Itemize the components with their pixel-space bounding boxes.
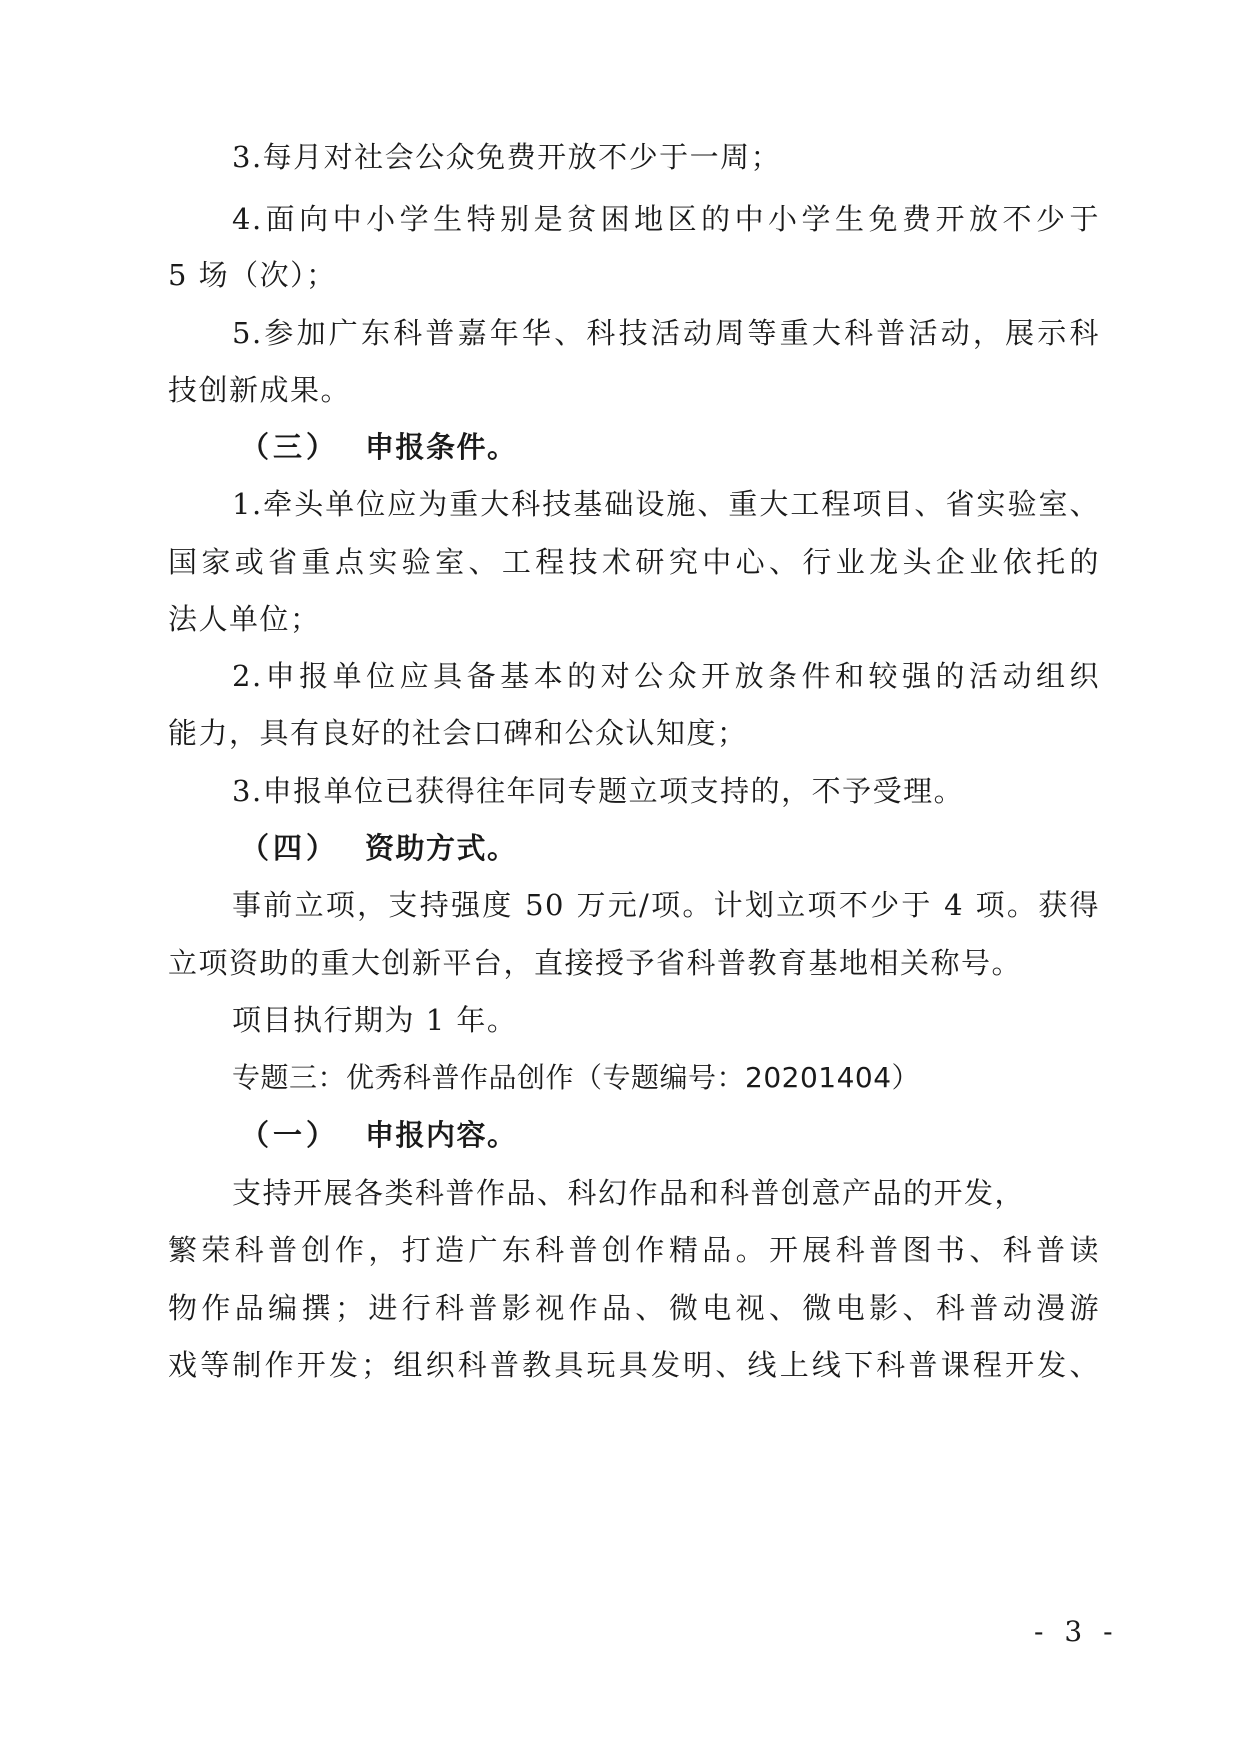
paragraph-line: 3.申报单位已获得往年同专题立项支持的，不予受理。 [232, 774, 965, 808]
paragraph-line: 技创新成果。 [168, 373, 352, 407]
paragraph-line: 事前立项，支持强度 50 万元/项。计划立项不少于 4 项。获得 [232, 888, 1100, 922]
paragraph-line: 繁荣科普创作，打造广东科普创作精品。开展科普图书、科普读 [168, 1233, 1100, 1267]
paragraph-line: 物作品编撰；进行科普影视作品、微电视、微电影、科普动漫游 [168, 1291, 1100, 1325]
topic-heading: 专题三：优秀科普作品创作（专题编号：20201404） [232, 1061, 921, 1094]
paragraph-line: 支持开展各类科普作品、科幻作品和科普创意产品的开发， [232, 1176, 1026, 1210]
heading-number: （一） [240, 1118, 340, 1152]
paragraph-line: 4.面向中小学生特别是贫困地区的中小学生免费开放不少于 [232, 202, 1100, 236]
section-heading-3 [240, 427, 1172, 467]
paragraph-line: 立项资助的重大创新平台，直接授予省科普教育基地相关称号。 [168, 946, 1023, 980]
paragraph-line: 5 场（次）； [168, 258, 337, 292]
heading-number: （四） [240, 831, 340, 865]
heading-text: 申报条件。 [365, 430, 518, 464]
paragraph-line: 戏等制作开发；组织科普教具玩具发明、线上线下科普课程开发、 [168, 1348, 1100, 1382]
section-heading-4 [240, 828, 1172, 868]
paragraph-line: 5.参加广东科普嘉年华、科技活动周等重大科普活动，展示科 [232, 316, 1100, 350]
page-number: - 3 - [1034, 1615, 1119, 1648]
paragraph-line: 3.每月对社会公众免费开放不少于一周； [232, 140, 782, 174]
heading-text: 资助方式。 [365, 831, 518, 865]
paragraph-line: 项目执行期为 1 年。 [232, 1003, 518, 1037]
paragraph-line: 法人单位； [168, 602, 321, 636]
paragraph-line: 国家或省重点实验室、工程技术研究中心、行业龙头企业依托的 [168, 545, 1100, 579]
paragraph-line: 能力，具有良好的社会口碑和公众认知度； [168, 716, 748, 750]
heading-number: （三） [240, 430, 340, 464]
paragraph-line: 2.申报单位应具备基本的对公众开放条件和较强的活动组织 [232, 659, 1100, 693]
paragraph-line: 1.牵头单位应为重大科技基础设施、重大工程项目、省实验室、 [232, 487, 1100, 521]
heading-text: 申报内容。 [365, 1118, 518, 1152]
section-heading-1 [240, 1115, 1172, 1155]
